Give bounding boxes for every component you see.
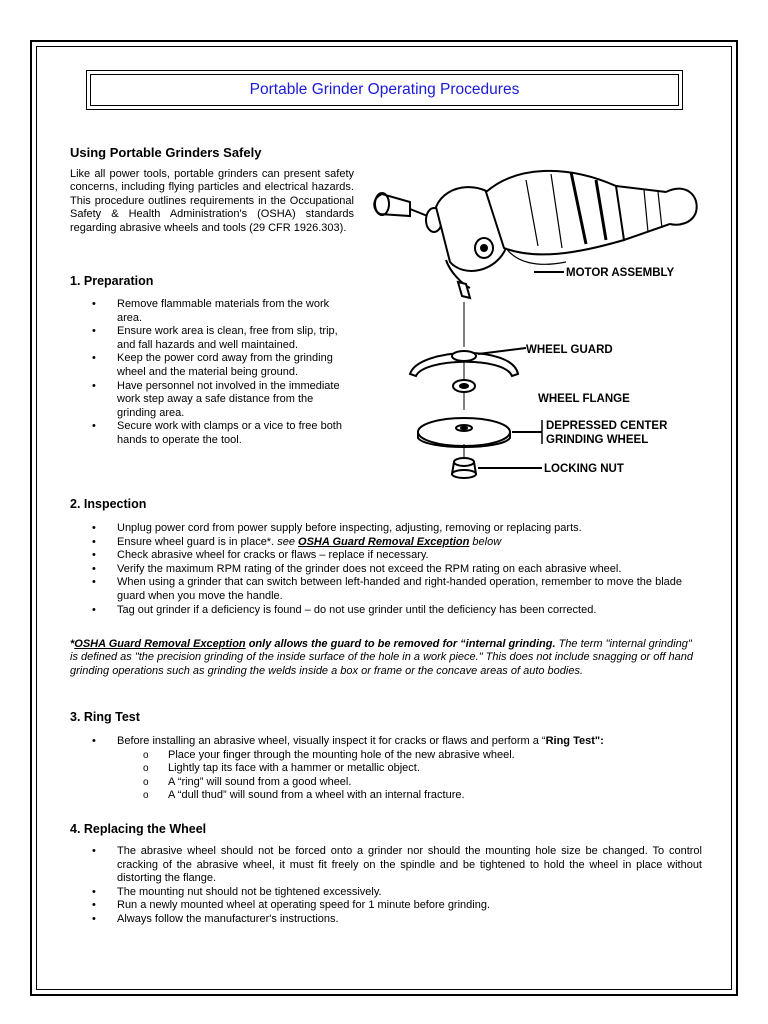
wheel-guard — [410, 351, 518, 380]
list-item: • When using a grinder that can switch between left-handed and right-handed operation, remember to move the blade guard when you move the handle. — [90, 576, 702, 603]
ring-test-sublist — [141, 749, 702, 803]
intro-paragraph: Like all power tools, portable grinders can present safety concerns, including flying particles and electrical hazards. This procedure outlines requirements in the Occupational Safety & Health Administration's (OSHA) standards regarding abrasive wheels and tools (29 CFR 1926.303). — [70, 168, 354, 234]
note-body-text: The term "internal grinding" is defined as "the precision grinding of the inside surface of the hole in a work piece." This does not include snagging or off hand grinding operations such as grinding the welds inside a box or frame or the concave areas of auto bodies. — [70, 638, 693, 677]
title-box — [86, 70, 683, 110]
replacing-heading: 4. Replacing the Wheel — [70, 822, 207, 836]
list-item: • Unplug power cord from power supply before inspecting, adjusting, removing or replacing parts. — [90, 522, 702, 536]
guard-exception-link[interactable]: OSHA Guard Removal Exception — [298, 535, 470, 548]
side-handle — [374, 193, 442, 232]
inspection-item2-see: see — [277, 535, 299, 548]
preparation-list — [90, 298, 352, 448]
ring-test-list — [90, 735, 702, 803]
list-item — [90, 735, 702, 803]
guard-leader-line — [478, 348, 526, 354]
sub-list-item: o A “ring” will sound from a good wheel. — [141, 776, 702, 790]
sub-list-item: o A “dull thud” will sound from a wheel with an internal fracture. — [141, 789, 702, 803]
list-item: • Always follow the manufacturer's instructions. — [90, 913, 702, 927]
list-item — [90, 536, 702, 550]
ring-test-bold: Ring Test": — [545, 735, 604, 747]
grinder-diagram — [366, 152, 704, 492]
label-grinding-wheel: GRINDING WHEEL — [546, 434, 649, 446]
note-bold-text: only allows the guard to be removed for “internal grinding. — [245, 638, 556, 650]
list-item: • Check abrasive wheel for cracks or flaws – replace if necessary. — [90, 549, 702, 563]
title-box-inner — [90, 74, 679, 106]
inspection-heading: 2. Inspection — [70, 497, 147, 511]
inspection-item2-text: Ensure wheel guard is in place*. — [117, 535, 278, 548]
label-wheel-flange: WHEEL FLANGE — [538, 393, 630, 405]
note-exception-link[interactable]: OSHA Guard Removal Exception — [74, 638, 246, 650]
ring-test-heading: 3. Ring Test — [70, 710, 140, 724]
note-asterisk: * — [70, 638, 75, 650]
motor-assembly — [486, 171, 697, 264]
list-item: • Run a newly mounted wheel at operating speed for 1 minute before grinding. — [90, 899, 702, 913]
grinding-wheel — [418, 418, 510, 460]
label-motor-assembly: MOTOR ASSEMBLY — [566, 267, 675, 279]
list-item: • Have personnel not involved in the immediate work step away a safe distance from the grinding area. — [90, 380, 352, 421]
list-item: • Remove flammable materials from the work area. — [90, 298, 352, 325]
label-locking-nut: LOCKING NUT — [544, 463, 624, 475]
page-title: Portable Grinder Operating Procedures — [249, 81, 520, 98]
ring-test-item-text: Before installing an abrasive wheel, visually inspect it for cracks or flaws and perform a “ — [117, 735, 546, 747]
list-item: • Tag out grinder if a deficiency is found – do not use grinder until the deficiency has been corrected. — [90, 604, 702, 618]
list-item: • Verify the maximum RPM rating of the grinder does not exceed the RPM rating on each abrasive wheel. — [90, 563, 702, 577]
intro-heading: Using Portable Grinders Safely — [70, 145, 262, 160]
label-depressed-center: DEPRESSED CENTER — [546, 420, 668, 432]
inspection-item2-below: below — [469, 535, 502, 548]
guard-exception-note — [70, 638, 698, 678]
wheel-flange — [453, 380, 475, 410]
list-item: • Secure work with clamps or a vice to free both hands to operate the tool. — [90, 420, 352, 447]
list-item: • Ensure work area is clean, free from slip, trip, and fall hazards and well maintained. — [90, 325, 352, 352]
locking-nut — [452, 458, 476, 478]
label-wheel-guard: WHEEL GUARD — [526, 344, 613, 356]
list-item: • Keep the power cord away from the grinding wheel and the material being ground. — [90, 352, 352, 379]
preparation-heading: 1. Preparation — [70, 274, 154, 288]
inspection-list — [90, 522, 702, 617]
sub-list-item: o Place your finger through the mounting hole of the new abrasive wheel. — [141, 749, 702, 763]
list-item: • The abrasive wheel should not be forced onto a grinder nor should the mounting hole size be changed. To control cracking of the abrasive wheel, it must fit freely on the spindle and be tightened to hold the wheel in place without distorting the flange. — [90, 845, 702, 886]
replacing-list — [90, 845, 702, 927]
list-item: • The mounting nut should not be tightened excessively. — [90, 886, 702, 900]
sub-list-item: o Lightly tap its face with a hammer or metallic object. — [141, 762, 702, 776]
